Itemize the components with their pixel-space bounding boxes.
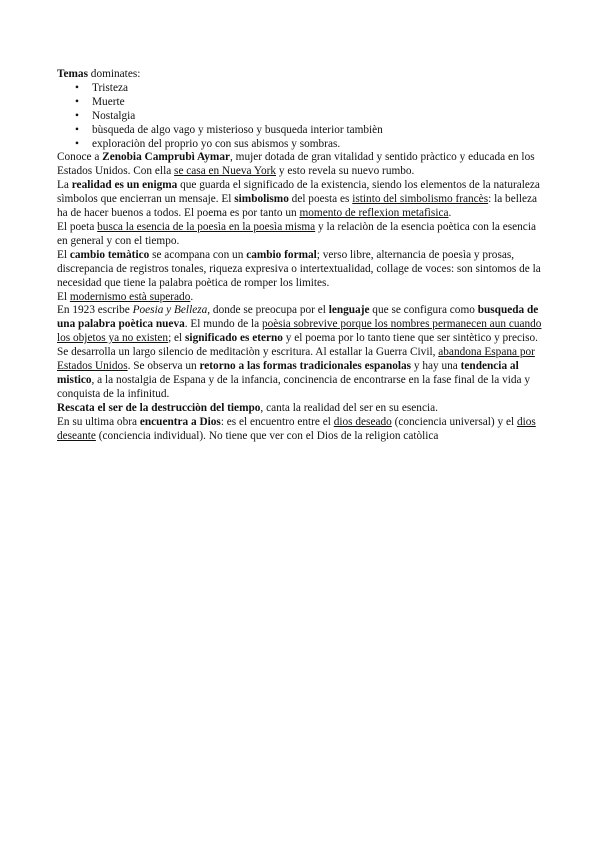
themes-heading: Temas dominates: bbox=[57, 68, 141, 80]
list-item: • Muerte bbox=[92, 96, 543, 110]
paragraph-silencio: Se desarrolla un largo silencio de meditaciòn y escritura. Al estallar la Guerra Civil, abandona Espana por Estados Unidos. Se observa un retorno a las formas tradicionales espanolas y hay una tendencia al mistico, a la nostalgia de Espana y de la infancia, concinencia de encontrarse en la fase final de la vida y conquista de la infinitud. bbox=[57, 346, 535, 400]
list-item: • Nostalgia bbox=[92, 110, 543, 124]
paragraph-modernismo: El modernismo està superado. bbox=[57, 290, 194, 303]
list-item: • bùsqueda de algo vago y misterioso y busqueda interior tambièn bbox=[92, 124, 543, 138]
list-item: • Tristeza bbox=[92, 82, 543, 96]
paragraph-rescata: Rescata el ser de la destrucciòn del tiempo, canta la realidad del ser en su esencia. bbox=[57, 401, 438, 414]
themes-heading-bold: Temas bbox=[57, 68, 88, 80]
document-page bbox=[57, 68, 543, 443]
paragraph-esencia: El poeta busca la esencia de la poesìa en la poesìa misma y la relaciòn de la esencia poètica con la esencia en general y con el tiempo. bbox=[57, 220, 536, 247]
paragraph-1923: En 1923 escribe Poesia y Belleza, donde se preocupa por el lenguaje que se configura como busqueda de una palabra poètica nueva. El mundo de la poèsia sobrevive porque los nombres permanecen aun cuando los objetos ya no existen; el significado es eterno y el poema por lo tanto tiene que ser sintètico y preciso. bbox=[57, 304, 542, 345]
paragraph-zenobia: Conoce a Zenobia Camprubì Aymar, mujer dotada de gran vitalidad y sentido pràctico y educada en los Estados Unidos. Con ella se casa en Nueva York y esto revela su nuevo rumbo. bbox=[57, 151, 535, 178]
paragraph-realidad: La realidad es un enigma que guarda el significado de la existencia, siendo los elementos de la naturaleza sìmbolos que encierran un mensaje. El simbolismo del poesta es istinto del simbolismo francès: la belleza ha de hacer buenos a todos. El poema es por tanto un momento de reflexion metafìsica. bbox=[57, 179, 540, 220]
themes-list bbox=[57, 82, 543, 152]
paragraph-cambio: El cambio temàtico se acompana con un cambio formal; verso libre, alternancia de poesìa y prosas, discrepancia de registros tonales, riqueza expresiva o intertextualidad, collage de voces: son sintomos de la necesidad que tiene la palabra poètica de romper los limites. bbox=[57, 248, 541, 289]
paragraph-dios: En su ultima obra encuentra a Dios: es el encuentro entre el dios deseado (conciencia universal) y el dios deseante (conciencia individual). No tiene que ver con el Dios de la religion catòlica bbox=[57, 415, 536, 442]
list-item: • exploraciòn del proprio yo con sus abismos y sombras. bbox=[92, 138, 543, 152]
